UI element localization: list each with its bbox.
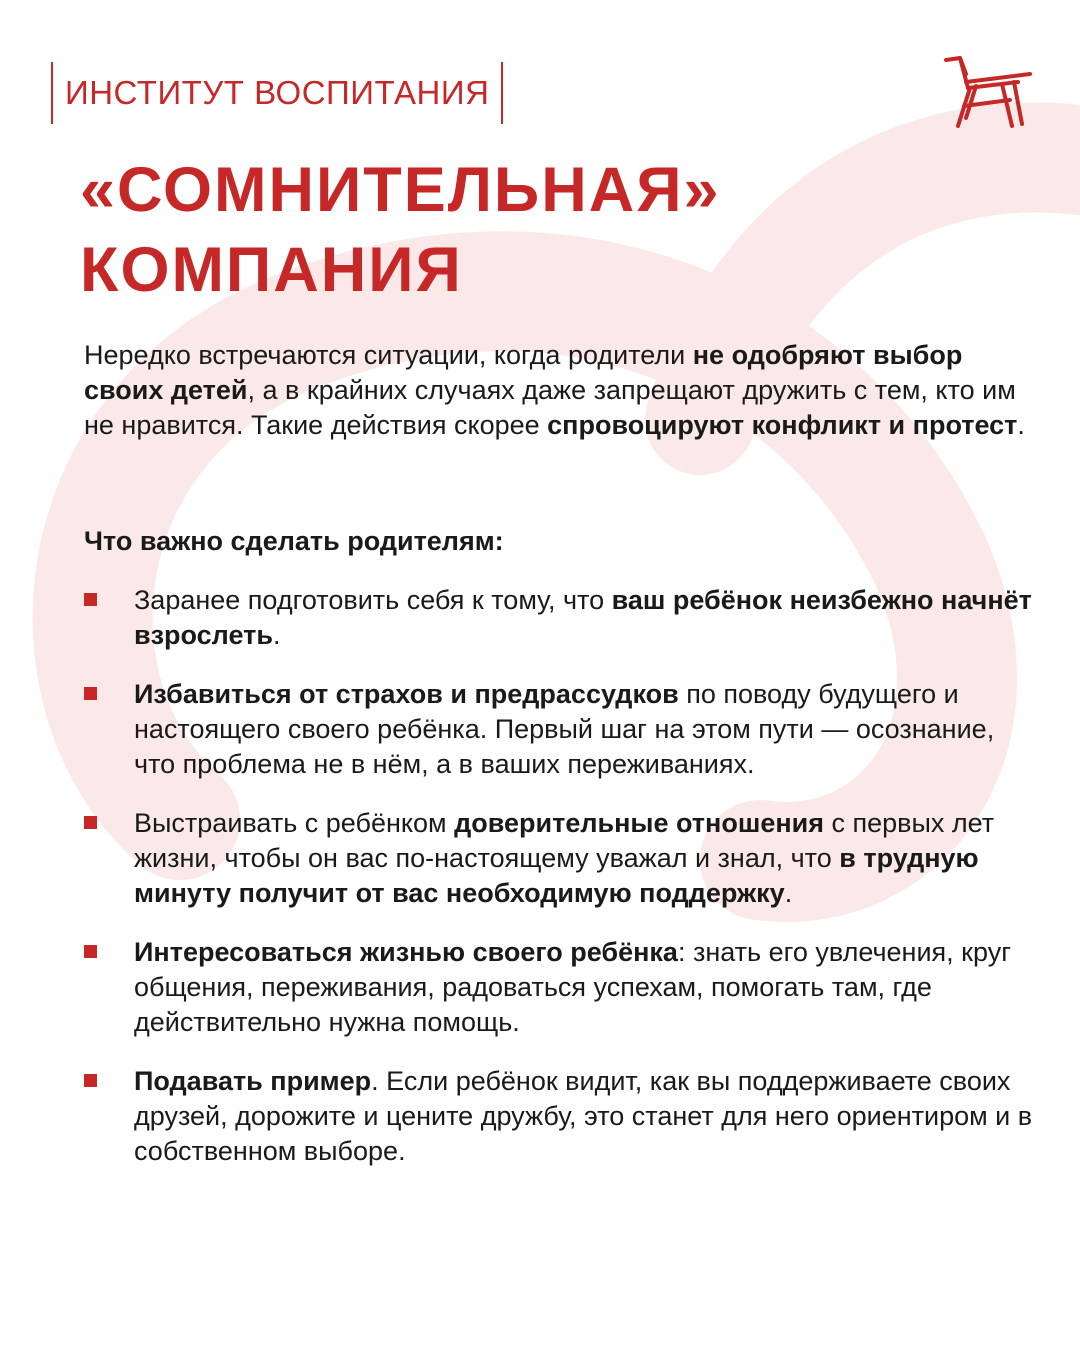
square-bullet-icon <box>84 687 97 700</box>
list-item <box>84 677 1034 782</box>
chair-horse-icon <box>940 52 1036 130</box>
title-line-1: «СОМНИТЕЛЬНАЯ» <box>80 155 721 225</box>
intro-text-1: Нередко встречаются ситуации, когда родители <box>84 340 693 370</box>
intro-paragraph <box>84 338 1044 443</box>
item-text: по поводу будущего и настоящего своего ребёнка. Первый шаг на этом пути — осознание, что проблема не в нём, а в ваших переживаниях. <box>134 679 995 779</box>
square-bullet-icon <box>84 945 97 958</box>
list-item <box>84 1064 1034 1169</box>
item-bold: доверительные отношения <box>454 808 825 838</box>
item-bold: Интересоваться жизнью своего ребёнка <box>134 937 678 967</box>
item-text: . <box>784 878 793 908</box>
item-text: с первых лет жизни, чтобы он вас по-настоящему уважал и знал, что <box>134 808 995 873</box>
item-text: . Если ребёнок видит, как вы поддерживаете своих друзей, дорожите и цените дружбу, это станет для него ориентиром и в собственном выборе. <box>134 1066 1033 1166</box>
item-text: Заранее подготовить себя к тому, что <box>134 585 612 615</box>
title-line-2: КОМПАНИЯ <box>80 235 463 305</box>
brand-name: ИНСТИТУТ ВОСПИТАНИЯ <box>65 74 490 111</box>
list-item <box>84 935 1034 1040</box>
square-bullet-icon <box>84 816 97 829</box>
item-bold: в трудную минуту получит от вас необходимую поддержку <box>134 843 979 908</box>
brand-header <box>51 62 503 124</box>
item-bold: ваш ребёнок неизбежно начнёт взрослеть <box>134 585 1032 650</box>
square-bullet-icon <box>84 593 97 606</box>
advice-list <box>84 583 1034 1169</box>
section-heading: Что важно сделать родителям: <box>84 526 504 556</box>
item-bold: Подавать пример <box>134 1066 372 1096</box>
item-bold: Избавиться от страхов и предрассудков <box>134 679 679 709</box>
intro-text-3: . <box>1017 410 1025 440</box>
list-item <box>84 583 1034 653</box>
page-title <box>80 150 721 310</box>
item-text: : знать его увлечения, круг общения, переживания, радоваться успехам, помогать там, где действительно нужна помощь. <box>134 937 1012 1037</box>
intro-bold-2: спровоцируют конфликт и протест <box>547 410 1018 440</box>
item-text: Выстраивать с ребёнком <box>134 808 455 838</box>
item-text: . <box>272 620 281 650</box>
intro-bold-1: не одобряют выбор своих детей <box>84 340 963 405</box>
list-item <box>84 806 1034 911</box>
square-bullet-icon <box>84 1074 97 1087</box>
intro-text-2: , а в крайних случаях даже запрещают дружить с тем, кто им не нравится. Такие действия скорее <box>84 375 1016 440</box>
